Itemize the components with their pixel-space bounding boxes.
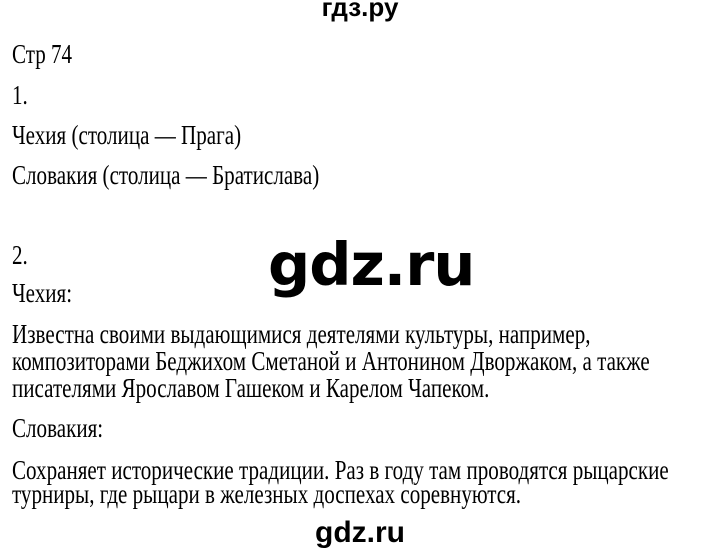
task2-czechia-heading: Чехия: bbox=[12, 278, 73, 308]
task1-answer-slovakia: Словакия (столица — Братислава) bbox=[12, 160, 320, 190]
task2-slovakia-paragraph bbox=[12, 455, 669, 509]
task2-czechia-paragraph bbox=[12, 321, 650, 402]
task2-number: 2. bbox=[12, 240, 28, 270]
paragraph-line: Известна своими выдающимися деятелями культуры, например, bbox=[12, 319, 591, 349]
page-label: Стр 74 bbox=[12, 39, 73, 69]
paragraph-line: турниры, где рыцари в железных доспехах соревнуются. bbox=[12, 479, 522, 509]
task1-answer-czechia: Чехия (столица — Прага) bbox=[12, 120, 242, 150]
site-logo-footer: gdz.ru bbox=[315, 516, 405, 549]
site-logo-header: гдз.ру bbox=[321, 0, 399, 22]
paragraph-line: писателями Ярославом Гашеком и Карелом Чапеком. bbox=[12, 373, 490, 403]
task1-number: 1. bbox=[12, 80, 28, 110]
paragraph-line: Сохраняет исторические традиции. Раз в году там проводятся рыцарские bbox=[12, 455, 669, 485]
task2-slovakia-heading: Словакия: bbox=[12, 413, 104, 443]
paragraph-line: композиторами Беджихом Сметаной и Антонином Дворжаком, а также bbox=[12, 346, 650, 376]
gdz-watermark: gdz.ru bbox=[268, 230, 475, 299]
